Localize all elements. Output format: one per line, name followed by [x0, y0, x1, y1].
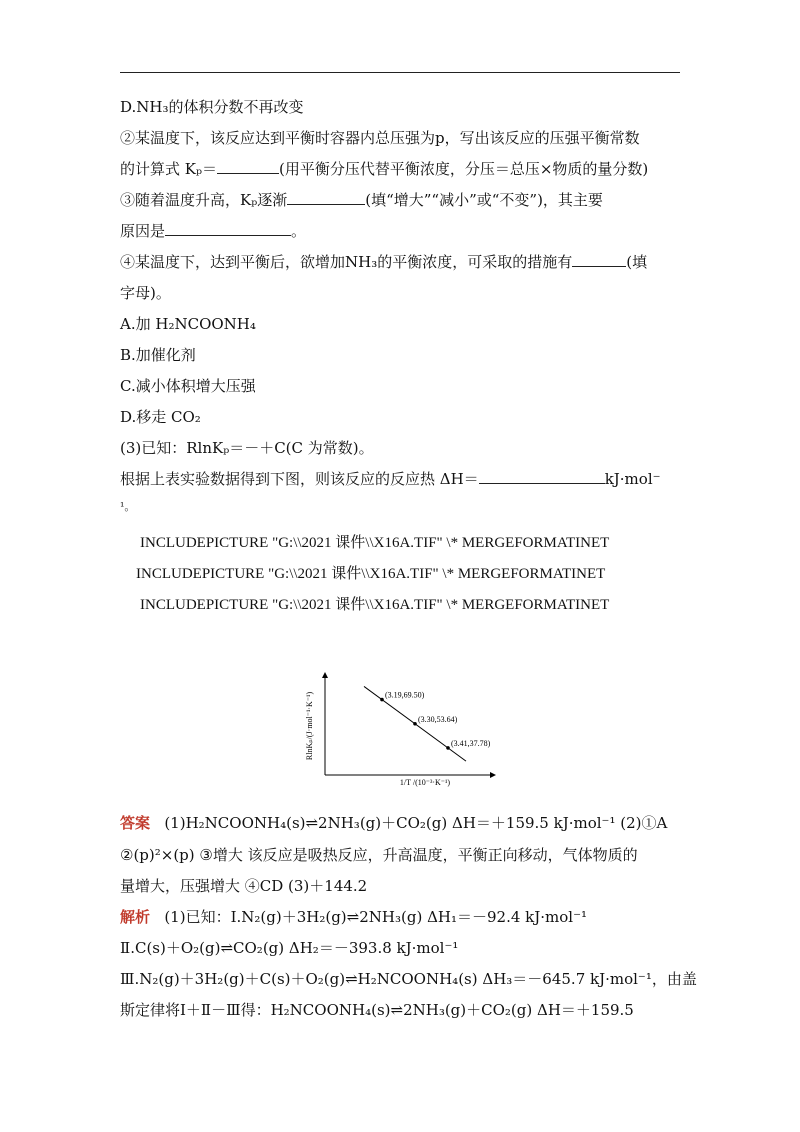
- data-point-2: [413, 722, 417, 726]
- measure-suffix: (填: [626, 253, 648, 271]
- data-point-3: [446, 746, 450, 750]
- answer-line-1: [120, 812, 667, 834]
- kp-prefix: 的计算式 Kₚ＝: [120, 160, 217, 178]
- analysis-line-3: Ⅲ.N₂(g)＋3H₂(g)＋C(s)＋O₂(g)⇌H₂NCOONH₄(s) ΔH₃＝－645.7 kJ·mol⁻¹，由盖: [120, 970, 697, 988]
- trend-suffix: (填“增大”“减小”或“不变”)，其主要: [365, 191, 603, 209]
- analysis-label: 解析: [120, 908, 151, 926]
- heat-prefix: 根据上表实验数据得到下图，则该反应的反应热 ΔH＝: [120, 470, 479, 488]
- option-b: B.加催化剂: [120, 346, 196, 364]
- option-d-line: D.NH₃的体积分数不再改变: [120, 98, 304, 116]
- reason-line: [120, 220, 306, 242]
- answer-blank-measure: [572, 252, 626, 267]
- option-d-co2: D.移走 CO₂: [120, 408, 201, 426]
- letter-hint-line: 字母)。: [120, 284, 171, 302]
- includepicture-field-3: INCLUDEPICTURE "G:\\2021 课件\\X16A.TIF" \* MERGEFORMATINET: [140, 597, 610, 613]
- trend-prefix: ③随着温度升高，Kₚ逐渐: [120, 191, 288, 209]
- analysis-line-2: Ⅱ.C(s)＋O₂(g)⇌CO₂(g) ΔH₂＝－393.8 kJ·mol⁻¹: [120, 939, 459, 957]
- includepicture-field-1: INCLUDEPICTURE "G:\\2021 课件\\X16A.TIF" \* MERGEFORMATINET: [140, 535, 610, 551]
- answer-line-3: 量增大，压强增大 ④CD (3)＋144.2: [120, 877, 368, 895]
- data-point-label-2: (3.30,53.64): [418, 714, 458, 724]
- data-point-label-1: (3.19,69.50): [385, 690, 425, 700]
- analysis-text-1: (1)已知：Ⅰ.N₂(g)＋3H₂(g)⇌2NH₃(g) ΔH₁＝－92.4 kJ·mol⁻¹: [164, 908, 588, 926]
- analysis-line-4: 斯定律将Ⅰ＋Ⅱ－Ⅲ得：H₂NCOONH₄(s)⇌2NH₃(g)＋CO₂(g) ΔH＝＋159.5: [120, 1001, 634, 1019]
- y-axis-label: RlnKₚ/(J·mol⁻¹·K⁻¹): [305, 691, 314, 761]
- option-a: A.加 H₂NCOONH₄: [120, 315, 256, 333]
- option-c: C.减小体积增大压强: [120, 377, 256, 395]
- answer-blank-reason: [165, 221, 291, 236]
- question-3-line: (3)已知：RlnKₚ＝－＋C(C 为常数)。: [120, 439, 374, 457]
- answer-label: 答案: [120, 814, 151, 832]
- question-2-4-line: [120, 251, 647, 273]
- kp-expression-line: [120, 158, 648, 180]
- x-axis-arrow: [490, 772, 496, 778]
- reason-prefix: 原因是: [120, 222, 166, 240]
- rlnkp-vs-inverse-t-chart: [300, 670, 500, 790]
- answer-text-1: (1)H₂NCOONH₄(s)⇌2NH₃(g)＋CO₂(g) ΔH＝＋159.5 kJ·mol⁻¹ (2)①A: [164, 814, 668, 832]
- data-point-label-3: (3.41,37.78): [451, 738, 491, 748]
- measure-prefix: ④某温度下，达到平衡后，欲增加NH₃的平衡浓度，可采取的措施有: [120, 253, 573, 271]
- reason-suffix: 。: [291, 222, 307, 240]
- x-axis-label: 1/T /(10⁻³·K⁻¹): [399, 778, 451, 787]
- unit-wrap: ¹。: [120, 500, 136, 513]
- answer-blank-trend: [287, 190, 365, 205]
- y-axis-arrow: [322, 672, 328, 678]
- analysis-line-1: [120, 906, 587, 928]
- data-point-1: [380, 698, 384, 702]
- data-points: [380, 691, 490, 750]
- answer-line-2: ②(p)²×(p) ③增大 该反应是吸热反应，升高温度，平衡正向移动，气体物质的: [120, 846, 638, 864]
- question-2-3-line: [120, 189, 603, 211]
- kp-suffix: (用平衡分压代替平衡浓度，分压＝总压×物质的量分数): [278, 160, 649, 178]
- question-2-2-line: ②某温度下，该反应达到平衡时容器内总压强为p，写出该反应的压强平衡常数: [120, 129, 640, 147]
- includepicture-field-2: INCLUDEPICTURE "G:\\2021 课件\\X16A.TIF" \* MERGEFORMATINET: [136, 566, 606, 582]
- answer-blank-kp: [217, 159, 279, 174]
- heat-unit: kJ·mol⁻: [604, 470, 661, 488]
- answer-blank-heat: [479, 469, 605, 484]
- header-rule: [120, 72, 680, 73]
- reaction-heat-line: [120, 468, 661, 490]
